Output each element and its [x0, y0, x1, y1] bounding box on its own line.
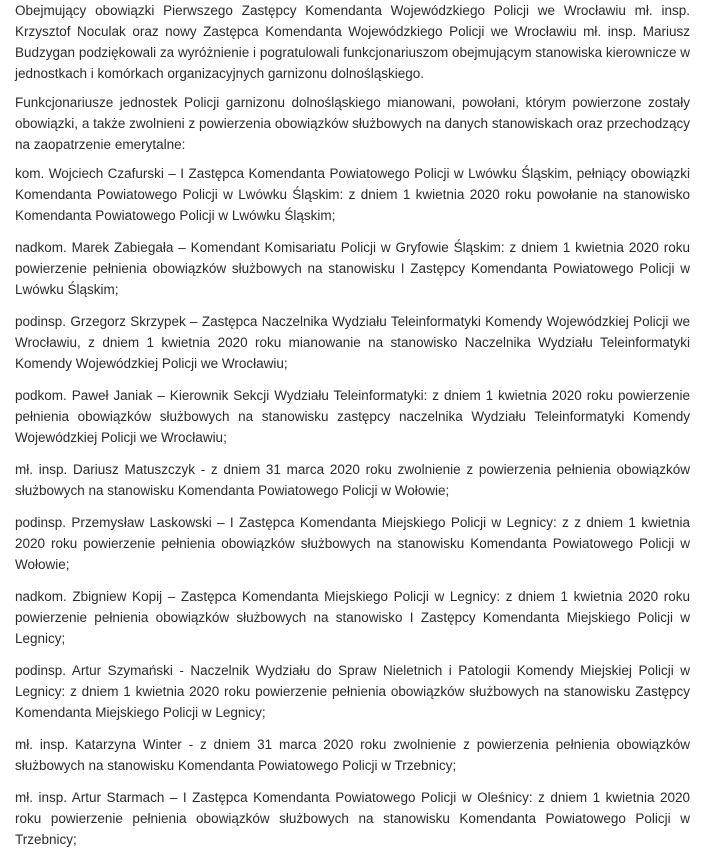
paragraph-intro: Obejmujący obowiązki Pierwszego Zastępcy Komendanta Wojewódzkiego Policji we Wrocławiu mł. insp. Krzysztof Noculak oraz nowy Zastępca Komendanta Wojewódzkiego Policji we Wrocławiu mł. insp. Mariusz Budzygan podziękowali za wyróżnienie i pogratulowali funkcjonariuszom obejmującym stanowiska kierownicze w jednostkach i komórkach organizacyjnych garnizonu dolnośląskiego.: [15, 3, 690, 81]
list-item: mł. insp. Dariusz Matuszczyk - z dniem 31 marca 2020 roku zwolnienie z powierzenia pełnienia obowiązków służbowych na stanowisku Komendanta Powiatowego Policji w Wołowie;: [15, 462, 690, 498]
list-item: podinsp. Grzegorz Skrzypek – Zastępca Naczelnika Wydziału Teleinformatyki Komendy Wojewódzkiej Policji we Wrocławiu, z dniem 1 kwietnia 2020 roku mianowanie na stanowisko Naczelnika Wydziału Teleinformatyki Komendy Wojewódzkiej Policji we Wrocławiu;: [15, 314, 690, 371]
list-item: nadkom. Marek Zabiegała – Komendant Komisariatu Policji w Gryfowie Śląskim: z dniem 1 kwietnia 2020 roku powierzenie pełnienia obowiązków służbowych na stanowisku I Zastępcy Komendanta Powiatowego Policji w Lwówku Śląskim;: [15, 240, 690, 297]
list-item: nadkom. Zbigniew Kopij – Zastępca Komendanta Miejskiego Policji w Legnicy: z dniem 1 kwietnia 2020 roku powierzenie pełnienia obowiązków służbowych na stanowisko I Zastępcy Komendanta Miejskiego Policji w Legnicy;: [15, 589, 690, 646]
list-item: podinsp. Artur Szymański - Naczelnik Wydziału do Spraw Nieletnich i Patologii Komendy Miejskiej Policji w Legnicy: z dniem 1 kwietnia 2020 roku powierzenie pełnienia obowiązków służbowych na stanowisku Zastępcy Komendanta Miejskiego Policji w Legnicy;: [15, 663, 690, 720]
list-item: podinsp. Przemysław Laskowski – I Zastępca Komendanta Miejskiego Policji w Legnicy: z z dniem 1 kwietnia 2020 roku powierzenie pełnienia obowiązków służbowych na stanowisku Komendanta Powiatowego Policji w Wołowie;: [15, 515, 690, 572]
paragraph-list-heading: Funkcjonariusze jednostek Policji garnizonu dolnośląskiego mianowani, powołani, którym powierzone zostały obowiązki, a także zwolnieni z powierzenia obowiązków służbowych na danych stanowiskach oraz przechodzący na zaopatrzenie emerytalne:: [15, 95, 690, 152]
list-item: mł. insp. Katarzyna Winter - z dniem 31 marca 2020 roku zwolnienie z powierzenia pełnienia obowiązków służbowych na stanowisku Komendanta Powiatowego Policji w Trzebnicy;: [15, 737, 690, 773]
list-item: mł. insp. Artur Starmach – I Zastępca Komendanta Powiatowego Policji w Oleśnicy: z dniem 1 kwietnia 2020 roku powierzenie pełnienia obowiązków służbowych na stanowisku Komendanta Powiatowego Policji w Trzebnicy;: [15, 790, 690, 847]
article-body: [15, 0, 690, 861]
list-item: podkom. Paweł Janiak – Kierownik Sekcji Wydziału Teleinformatyki: z dniem 1 kwietnia 2020 roku powierzenie pełnienia obowiązków służbowych na stanowisku zastępcy naczelnika Wydziału Teleinformatyki Komendy Wojewódzkiej Policji we Wrocławiu;: [15, 388, 690, 445]
list-item: kom. Wojciech Czafurski – I Zastępca Komendanta Powiatowego Policji w Lwówku Śląskim, pełniący obowiązki Komendanta Powiatowego Policji w Lwówku Śląskim: z dniem 1 kwietnia 2020 roku powołanie na stanowisko Komendanta Powiatowego Policji w Lwówku Śląskim;: [15, 166, 690, 223]
